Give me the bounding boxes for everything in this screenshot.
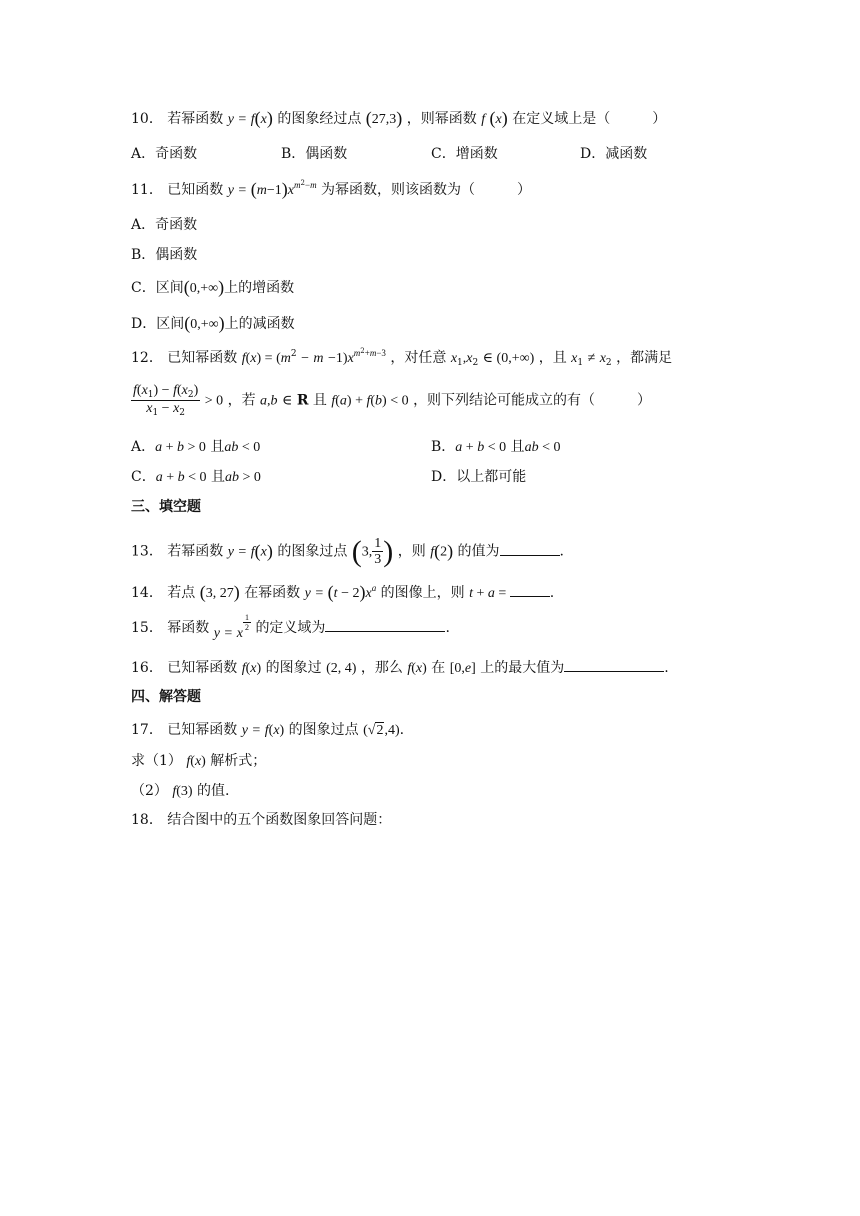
q14-stem: 14． 若点 (3, 27) 在幂函数 $y = (t - 2)x^a$ 的图像上，则 t + a = . (131, 582, 555, 602)
q12-option-a: A．a + b > 0 且ab < 0 (131, 439, 261, 455)
q10-stem: 10． 若幂函数 y = f(x) 的图象经过点 (27,3) ，则幂函数 f (x) 在定义域上是（ ） (131, 108, 667, 128)
q11-option-a: A．奇函数 (131, 217, 198, 233)
q10-option-a: A．奇函数 (131, 146, 198, 162)
q17-stem: 17． 已知幂函数 y = f(x) 的图象过点 (√2,4). (131, 722, 405, 738)
q11-number: 11． (131, 182, 163, 198)
q13-number: 13． (131, 543, 163, 560)
q18-stem: 18． 结合图中的五个函数图象回答问题： (131, 812, 392, 828)
q15-answer-blank[interactable] (325, 617, 445, 632)
q10-number: 10． (131, 111, 163, 127)
q13-stem: 13． 若幂函数 y = f(x) 的图象过点 (3, $\frac{1}{3}$ ) ，则 f(2) 的值为 . (131, 534, 564, 568)
q11-option-c: C．区间(0,+∞)上的增函数 (131, 277, 295, 297)
q16-number: 16． (131, 660, 163, 676)
q10-option-c: C．增函数 (431, 146, 498, 162)
q12-option-c: C．a + b < 0 且ab > 0 (131, 469, 261, 485)
q13-answer-blank[interactable] (500, 541, 560, 556)
section-heading-fill-in: 三、填空题 (131, 499, 201, 515)
q10-option-d: D．减函数 (580, 146, 648, 162)
q12-stem-line1: 12． 已知幂函数 $f(x) = (m^2 - m -1)x^{m^2+m-3}$ ，对任意 $x_1,x_2$ ∈ (0,+∞) ，且 $x_1 \ne x_2$ ，都满足 (131, 347, 673, 368)
q12-number: 12． (131, 350, 163, 366)
q17-number: 17． (131, 722, 163, 738)
q11-option-b: B．偶函数 (131, 247, 198, 263)
q12-option-b: B．a + b < 0 且ab < 0 (431, 439, 561, 455)
q12-option-d: D．以上都可能 (431, 469, 527, 485)
q18-number: 18． (131, 812, 163, 828)
section-heading-solutions: 四、解答题 (131, 689, 201, 705)
q10-option-b: B．偶函数 (281, 146, 348, 162)
q14-answer-blank[interactable] (510, 582, 550, 597)
q11-option-d: D．区间(0,+∞)上的减函数 (131, 313, 295, 333)
q15-stem: 15． 幂函数 y = x $^{\frac{1}{2}}$ 的定义域为 . (131, 613, 450, 641)
q16-answer-blank[interactable] (564, 657, 664, 672)
q15-number: 15． (131, 620, 163, 636)
q17-part1: 求（1） f(x) 解析式； (131, 753, 267, 769)
q17-part2: （2） f(3) 的值. (131, 783, 230, 799)
q12-fraction: $\frac{f(x_1) - f(x_2)}{x_1 - x_2}$ (133, 383, 199, 418)
q16-stem: 16． 已知幂函数 f(x) 的图象过 (2, 4) ，那么 f(x) 在 [0,e] 上的最大值为 . (131, 657, 669, 680)
q11-stem: 11． 已知函数 $y = (m-1)x^{m^2-m}$ 为幂函数，则该函数为（ ） (131, 179, 532, 199)
q12-stem-line2: $\frac{f(x_1) - f(x_2)}{x_1 - x_2}$ > 0 ，若 a,b ∈ R 且 f(a) + f(b) < 0 ，则下列结论可能成立的有（ ） (133, 383, 652, 418)
q14-number: 14． (131, 585, 163, 601)
